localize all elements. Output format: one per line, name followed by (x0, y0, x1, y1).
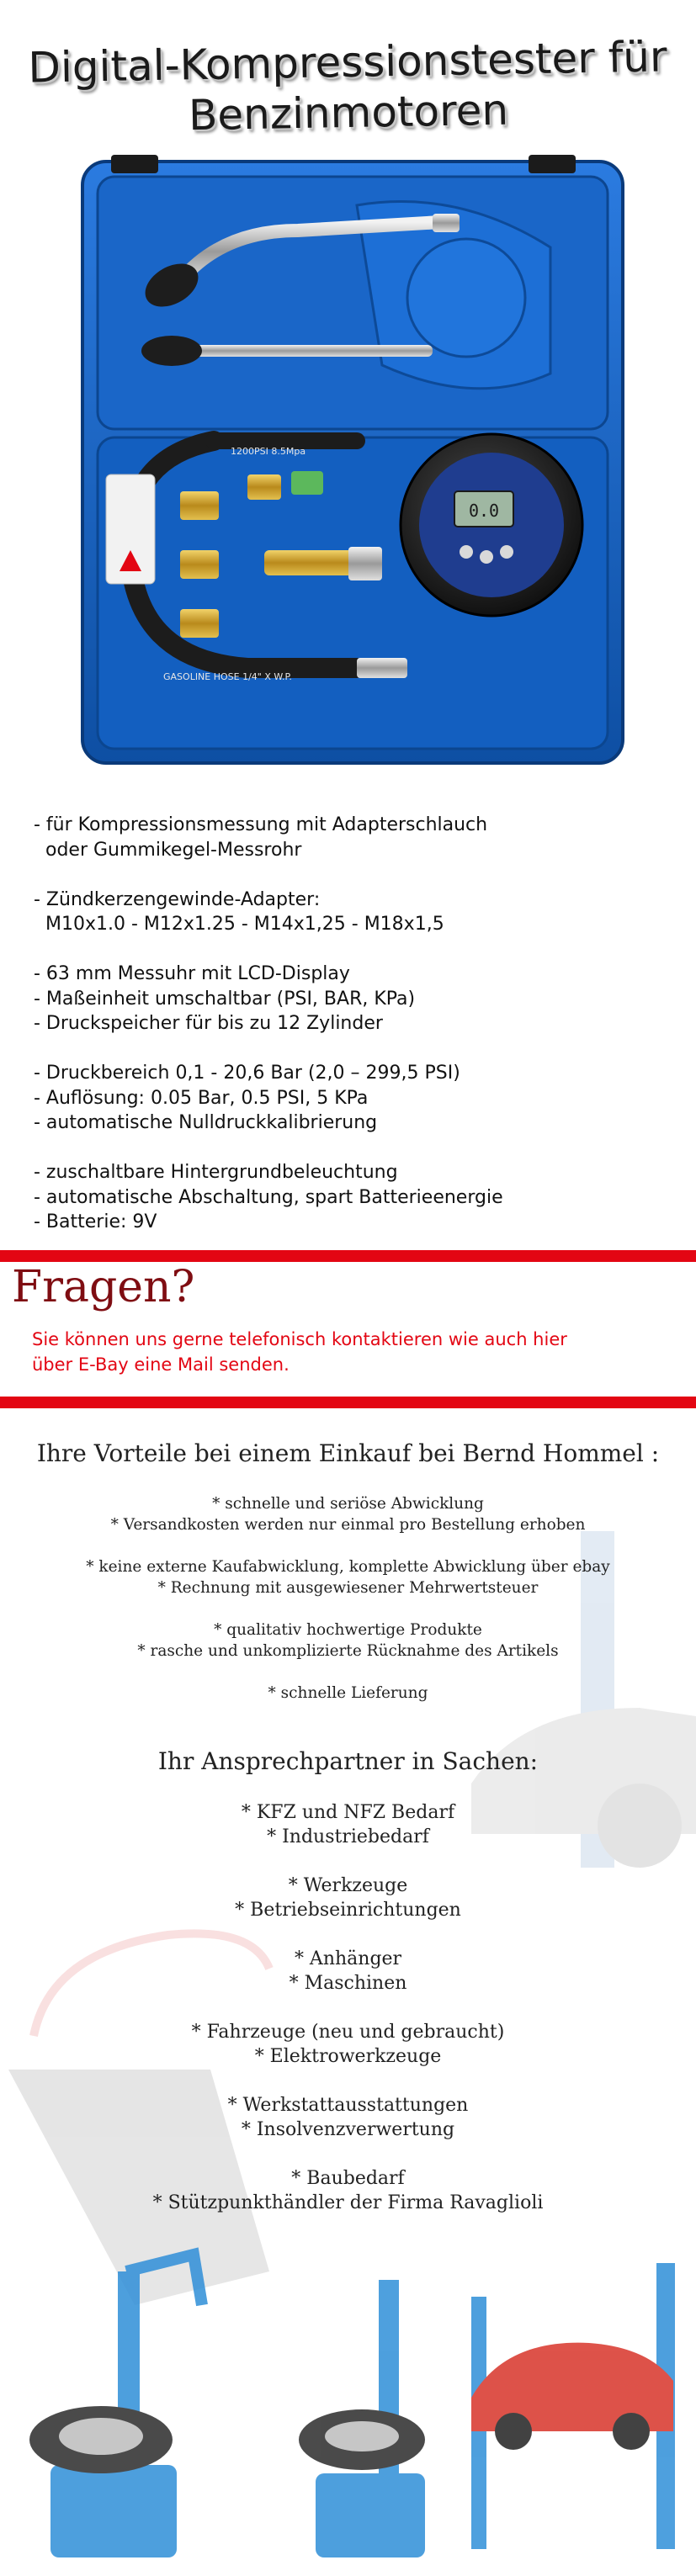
brass-adapter-2 (180, 550, 219, 579)
fragen-heading: Fragen? (12, 1262, 195, 1312)
feature-line: M10x1.0 - M12x1.25 - M14x1,25 - M18x1,5 (34, 914, 444, 935)
feature-line (34, 1136, 673, 1161)
list-item: * Baubedarf (291, 2168, 405, 2189)
hose-label-1: 1200PSI 8.5Mpa (231, 446, 306, 457)
list-item: * Anhänger (294, 1948, 402, 1969)
feature-line: - automatische Abschaltung, spart Batterieenergie (34, 1186, 503, 1208)
partner-list (0, 1800, 696, 2215)
product-photo (79, 155, 626, 769)
list-item (0, 2069, 696, 2093)
feature-line (34, 937, 673, 962)
list-item (0, 1535, 696, 1556)
brass-coupling (264, 550, 357, 575)
list-item: * Werkzeuge (288, 1875, 408, 1896)
gauge-button-1 (460, 545, 473, 559)
red-car-wheel-rear (613, 2413, 650, 2450)
hose-label-2: GASOLINE HOSE 1/4" X W.P. (163, 671, 292, 682)
page-title (0, 31, 696, 144)
case-latch-right (529, 155, 576, 173)
divider-bar-bottom (0, 1397, 696, 1408)
gauge-button-2 (480, 550, 493, 564)
brass-adapter-4 (247, 474, 281, 500)
feature-line: - Batterie: 9V (34, 1211, 157, 1232)
list-item: * Insolvenzverwertung (241, 2119, 455, 2140)
list-item: * Versandkosten werden nur einmal pro Bestellung erhoben (110, 1516, 586, 1534)
tire-changer-2-base (316, 2473, 425, 2557)
page-title-line-2: Benzinmotoren (188, 85, 509, 140)
feature-line: - 63 mm Messuhr mit LCD-Display (34, 963, 350, 984)
list-item: * Industriebedarf (267, 1826, 429, 1847)
partner-heading: Ihr Ansprechpartner in Sachen: (157, 1747, 539, 1775)
page-title-line-1: Digital-Kompressionstester für (27, 32, 668, 93)
metal-fitting (348, 547, 382, 580)
list-item: * KFZ und NFZ Bedarf (241, 1802, 455, 1823)
feature-line: - zuschaltbare Hintergrundbeleuchtung (34, 1162, 398, 1183)
fragen-text (32, 1327, 672, 1377)
red-car-wheel-front (495, 2413, 532, 2450)
feature-line: - Maßeinheit umschaltbar (PSI, BAR, KPa) (34, 988, 416, 1010)
feature-line: - Druckbereich 0,1 - 20,6 Bar (2,0 – 299,5 PSI) (34, 1063, 460, 1084)
feature-line: - Zündkerzengewinde-Adapter: (34, 888, 321, 910)
brass-adapter-1 (180, 491, 219, 520)
list-item (0, 1849, 696, 1874)
lid-round-molding (407, 239, 525, 357)
list-item: * keine externe Kaufabwicklung, komplette Abwicklung über ebay (86, 1558, 610, 1576)
tube-fitting (433, 214, 460, 232)
list-item (0, 1922, 696, 1947)
feature-line: - Druckspeicher für bis zu 12 Zylinder (34, 1013, 383, 1034)
feature-line: oder Gummikegel-Messrohr (34, 839, 302, 861)
straight-tube (180, 345, 433, 357)
list-item: * Fahrzeuge (neu und gebraucht) (191, 2022, 505, 2043)
list-item: * Rechnung mit ausgewiesener Mehrwertsteuer (157, 1579, 539, 1597)
vorteile-list (0, 1493, 696, 1704)
rubber-cone-2 (141, 336, 202, 366)
car-lift-right-image (471, 2263, 675, 2549)
divider-bar-top (0, 1250, 696, 1262)
list-item: * Betriebseinrichtungen (235, 1900, 461, 1921)
tire-changer-middle-image (299, 2280, 425, 2557)
list-item (0, 1598, 696, 1619)
tire-changer-rim (59, 2418, 143, 2455)
feature-line (34, 862, 673, 888)
feature-line: - für Kompressionsmessung mit Adapterschlauch (34, 814, 488, 835)
gauge-lcd-readout: 0.0 (468, 501, 500, 521)
feature-line (34, 1036, 673, 1062)
feature-line: - automatische Nulldruckkalibrierung (34, 1112, 378, 1133)
list-item: * rasche und unkomplizierte Rücknahme des Artikels (137, 1642, 559, 1660)
list-item: * Stützpunkthändler der Firma Ravaglioli (152, 2192, 544, 2213)
fragen-text-line-1: Sie können uns gerne telefonisch kontaktieren wie auch hier (32, 1329, 567, 1349)
brass-adapter-3 (180, 609, 219, 638)
list-item: * Maschinen (289, 1973, 407, 1994)
list-item: * schnelle Lieferung (268, 1684, 428, 1702)
list-item (0, 1996, 696, 2020)
tire-changer-base (50, 2465, 177, 2557)
list-item: * Elektrowerkzeuge (254, 2046, 442, 2067)
tire-changer-2-rim (325, 2421, 399, 2451)
list-item: * schnelle und seriöse Abwicklung (212, 1495, 484, 1513)
list-item: * qualitativ hochwertige Produkte (214, 1621, 482, 1639)
fragen-text-line-2: über E-Bay eine Mail senden. (32, 1354, 290, 1375)
case-latch-left (111, 155, 158, 173)
tire-changer-left-image (29, 2255, 202, 2557)
gauge-button-3 (500, 545, 513, 559)
vorteile-heading: Ihre Vorteile bei einem Einkauf bei Bernd Hommel : (36, 1439, 660, 1467)
list-item (0, 2142, 696, 2166)
feature-line: - Auflösung: 0.05 Bar, 0.5 PSI, 5 KPa (34, 1087, 369, 1109)
list-item (0, 1662, 696, 1683)
green-adapter (291, 471, 323, 495)
feature-list (34, 813, 673, 1235)
list-item: * Werkstattausstattungen (227, 2095, 469, 2116)
hose-end-fitting (357, 658, 407, 678)
